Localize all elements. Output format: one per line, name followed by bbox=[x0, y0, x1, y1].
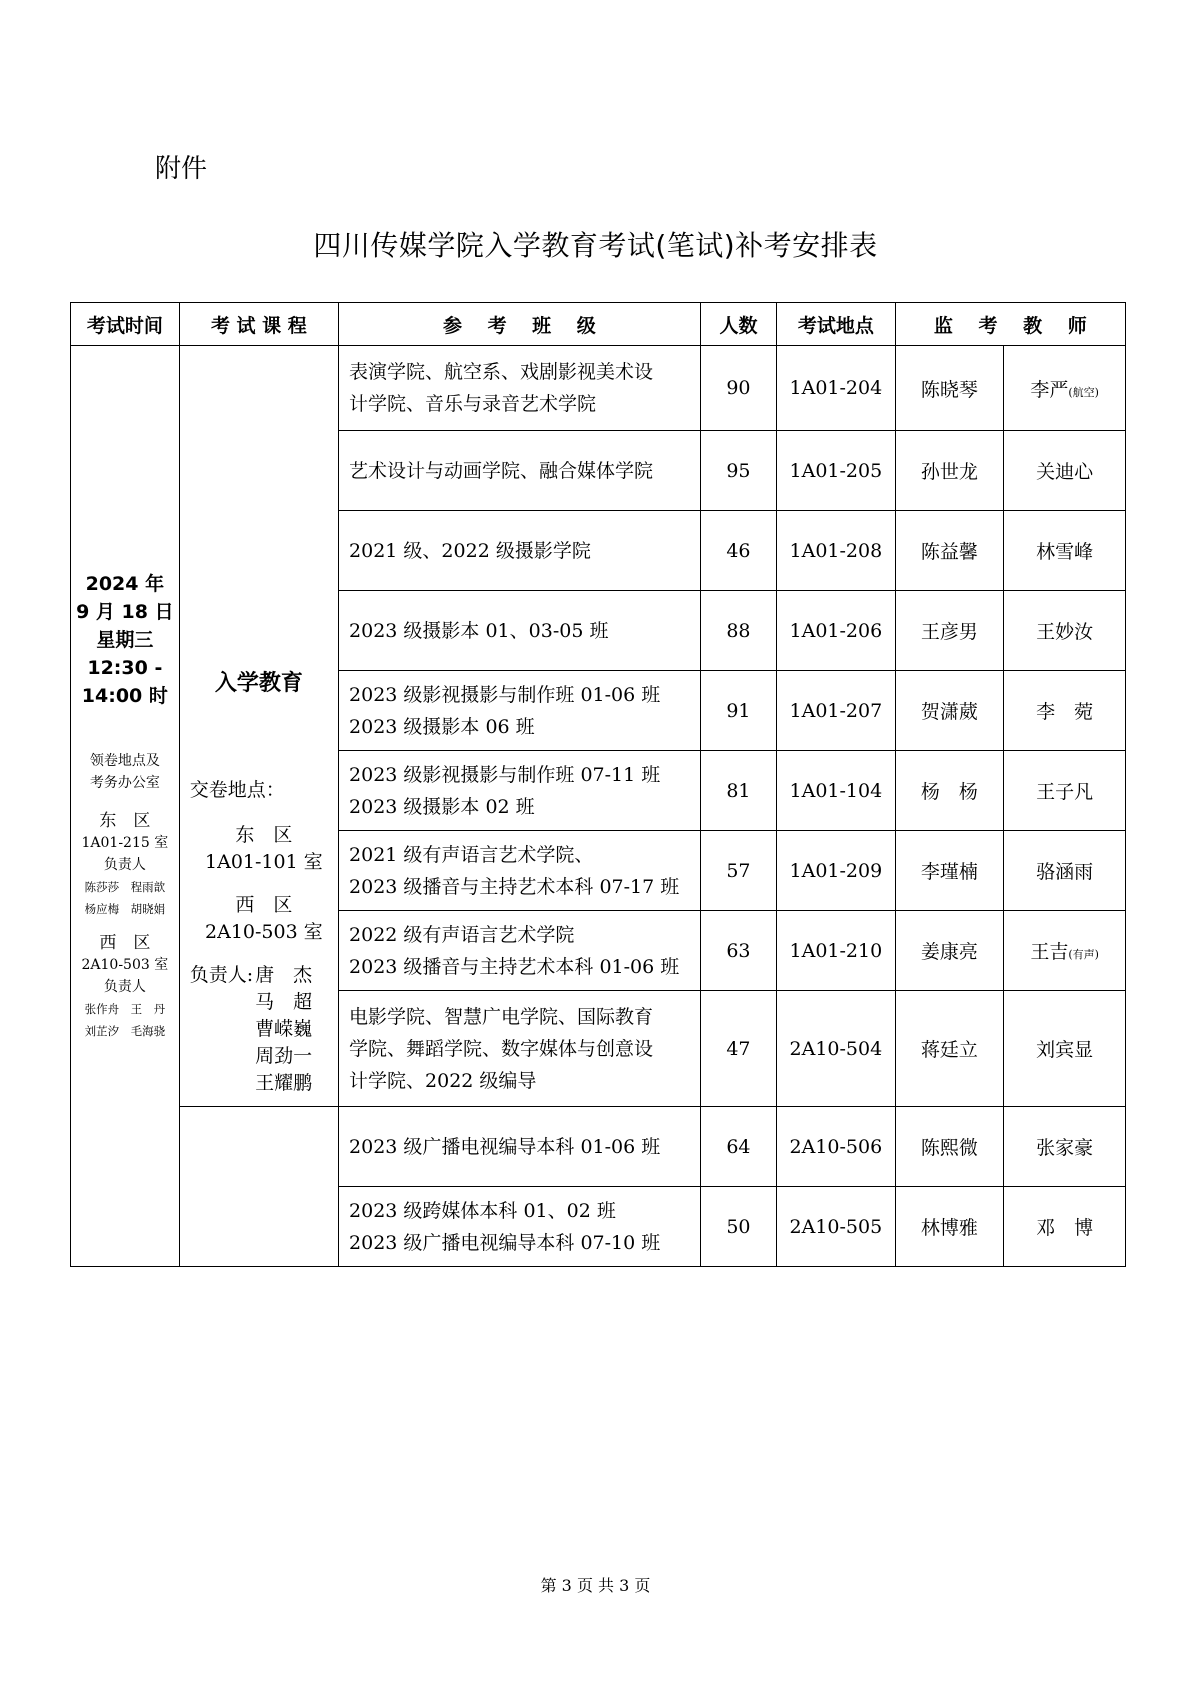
submit-west-room: 2A10-503 室 bbox=[205, 921, 323, 943]
header-proctors: 监 考 教 师 bbox=[895, 303, 1125, 346]
proctor-cell bbox=[1004, 911, 1126, 991]
exam-datetime bbox=[71, 570, 179, 710]
location-cell: 1A01-207 bbox=[777, 671, 895, 751]
class-cell bbox=[339, 991, 701, 1107]
location-cell: 1A01-210 bbox=[777, 911, 895, 991]
class-line: 计学院、音乐与录音艺术学院 bbox=[349, 393, 597, 415]
proctor-cell bbox=[1004, 511, 1126, 591]
exam-end: 14:00 时 bbox=[81, 685, 168, 707]
proctor-cell bbox=[1004, 431, 1126, 511]
submit-info bbox=[180, 777, 338, 1097]
header-time: 考试时间 bbox=[71, 303, 180, 346]
submit-west-label: 西 区 bbox=[235, 894, 293, 916]
proctor-name: 邓 博 bbox=[1036, 1217, 1094, 1239]
proctor-cell bbox=[1004, 991, 1126, 1107]
proctor-cell bbox=[1004, 671, 1126, 751]
class-line: 2022 级有声语言艺术学院 bbox=[349, 923, 575, 946]
location-cell: 1A01-205 bbox=[777, 431, 895, 511]
attachment-label: 附件 bbox=[155, 154, 208, 184]
class-cell bbox=[339, 671, 701, 751]
office-label: 领卷地点及 bbox=[89, 753, 160, 769]
location-cell: 2A10-505 bbox=[777, 1187, 895, 1267]
submit-label: 交卷地点： bbox=[189, 779, 285, 801]
manager-name: 王耀鹏 bbox=[255, 1072, 313, 1094]
submit-east-room: 1A01-101 室 bbox=[205, 851, 323, 873]
count-cell: 64 bbox=[700, 1107, 776, 1187]
count-cell: 95 bbox=[700, 431, 776, 511]
proctor-cell: 孙世龙 bbox=[895, 431, 1004, 511]
class-line: 2023 级摄影本 06 班 bbox=[349, 715, 535, 738]
table-row bbox=[71, 346, 1126, 431]
proctor-cell: 陈熙微 bbox=[895, 1107, 1004, 1187]
page-number: 第 3 页 共 3 页 bbox=[540, 1576, 651, 1595]
class-line: 2023 级播音与主持艺术本科 01-06 班 bbox=[349, 955, 680, 978]
class-cell bbox=[339, 591, 701, 671]
proctor-name: 李严 bbox=[1030, 378, 1069, 401]
class-line: 学院、舞蹈学院、数字媒体与创意设 bbox=[349, 1037, 654, 1060]
header-classes: 参 考 班 级 bbox=[339, 303, 701, 346]
count-cell: 81 bbox=[700, 751, 776, 831]
class-cell bbox=[339, 751, 701, 831]
proctor-cell: 杨 杨 bbox=[895, 751, 1004, 831]
proctor-cell: 贺潇葳 bbox=[895, 671, 1004, 751]
course-cell bbox=[179, 346, 338, 1107]
class-line: 2023 级摄影本 02 班 bbox=[349, 795, 535, 818]
header-location: 考试地点 bbox=[777, 303, 895, 346]
proctor-cell: 王彦男 bbox=[895, 591, 1004, 671]
course-cell-empty bbox=[179, 1107, 338, 1267]
location-cell: 1A01-209 bbox=[777, 831, 895, 911]
class-line: 2023 级广播电视编导本科 01-06 班 bbox=[349, 1135, 661, 1158]
proctor-cell bbox=[1004, 591, 1126, 671]
exam-time-cell bbox=[71, 346, 180, 1267]
class-line: 2023 级广播电视编导本科 07-10 班 bbox=[349, 1231, 661, 1254]
count-cell: 47 bbox=[700, 991, 776, 1107]
submit-east-label: 东 区 bbox=[235, 824, 293, 846]
header-count: 人数 bbox=[700, 303, 776, 346]
east-managers: 陈莎莎 程雨歆 bbox=[84, 880, 166, 894]
class-cell bbox=[339, 431, 701, 511]
proctor-cell bbox=[1004, 831, 1126, 911]
class-cell bbox=[339, 1187, 701, 1267]
header-row bbox=[71, 303, 1126, 346]
class-line: 2023 级影视摄影与制作班 07-11 班 bbox=[349, 763, 661, 786]
proctor-cell: 陈益馨 bbox=[895, 511, 1004, 591]
manager-name: 曹嵘巍 bbox=[255, 1018, 313, 1040]
proctor-cell: 林博雅 bbox=[895, 1187, 1004, 1267]
proctor-name: 张家豪 bbox=[1036, 1137, 1094, 1159]
east-managers: 杨应梅 胡晓娟 bbox=[84, 902, 166, 916]
east-room: 1A01-215 室 bbox=[81, 835, 169, 851]
count-cell: 63 bbox=[700, 911, 776, 991]
proctor-name: 骆涵雨 bbox=[1036, 861, 1094, 883]
proctor-name: 王子凡 bbox=[1036, 781, 1094, 803]
count-cell: 57 bbox=[700, 831, 776, 911]
class-line: 电影学院、智慧广电学院、国际教育 bbox=[349, 1005, 654, 1028]
proctor-name: 王吉 bbox=[1030, 941, 1069, 963]
proctor-cell: 蒋廷立 bbox=[895, 991, 1004, 1107]
location-cell: 1A01-204 bbox=[777, 346, 895, 431]
count-cell: 91 bbox=[700, 671, 776, 751]
class-cell bbox=[339, 1107, 701, 1187]
class-line: 2021 级有声语言艺术学院、 bbox=[349, 843, 594, 866]
count-cell: 90 bbox=[700, 346, 776, 431]
class-line: 2021 级、2022 级摄影学院 bbox=[349, 539, 591, 562]
west-room: 2A10-503 室 bbox=[81, 957, 169, 973]
header-course: 考 试 课 程 bbox=[179, 303, 338, 346]
proctor-cell bbox=[1004, 1187, 1126, 1267]
location-cell: 1A01-104 bbox=[777, 751, 895, 831]
west-manager-label: 负责人 bbox=[103, 979, 146, 995]
proctor-name: 王妙汝 bbox=[1036, 621, 1094, 643]
proctor-note: (有声) bbox=[1068, 948, 1099, 961]
location-cell: 2A10-506 bbox=[777, 1107, 895, 1187]
class-line: 2023 级影视摄影与制作班 01-06 班 bbox=[349, 683, 661, 706]
count-cell: 88 bbox=[700, 591, 776, 671]
class-cell bbox=[339, 511, 701, 591]
manager-name: 唐 杰 bbox=[255, 964, 313, 986]
course-name: 入学教育 bbox=[214, 671, 303, 696]
proctor-cell: 姜康亮 bbox=[895, 911, 1004, 991]
east-label: 东 区 bbox=[99, 811, 151, 831]
exam-year: 2024 年 bbox=[85, 573, 165, 595]
class-line: 艺术设计与动画学院、融合媒体学院 bbox=[349, 459, 654, 482]
class-line: 2023 级跨媒体本科 01、02 班 bbox=[349, 1199, 616, 1222]
proctor-name: 刘宾显 bbox=[1036, 1039, 1094, 1061]
submit-managers bbox=[253, 962, 312, 1097]
class-line: 2023 级摄影本 01、03-05 班 bbox=[349, 619, 609, 642]
page-title: 四川传媒学院入学教育考试(笔试)补考安排表 bbox=[313, 229, 878, 262]
office-info bbox=[71, 750, 179, 1042]
exam-date: 9 月 18 日 bbox=[76, 601, 174, 623]
count-cell: 50 bbox=[700, 1187, 776, 1267]
submit-manager-label: 负责人: bbox=[189, 964, 254, 986]
proctor-cell bbox=[1004, 346, 1126, 431]
location-cell: 1A01-208 bbox=[777, 511, 895, 591]
class-cell bbox=[339, 346, 701, 431]
west-managers: 张作舟 王 丹 bbox=[84, 1002, 166, 1016]
exam-start: 12:30 - bbox=[87, 657, 163, 679]
class-line: 计学院、2022 级编导 bbox=[349, 1069, 537, 1092]
exam-schedule-table bbox=[70, 302, 1126, 1267]
proctor-cell bbox=[1004, 1107, 1126, 1187]
manager-name: 周劲一 bbox=[255, 1045, 313, 1067]
proctor-name: 李 菀 bbox=[1036, 701, 1094, 723]
proctor-cell: 陈晓琴 bbox=[895, 346, 1004, 431]
proctor-note: (航空) bbox=[1068, 385, 1099, 399]
west-managers: 刘芷汐 毛海骁 bbox=[84, 1024, 166, 1038]
class-cell bbox=[339, 831, 701, 911]
class-line: 表演学院、航空系、戏剧影视美术设 bbox=[349, 361, 654, 383]
exam-weekday: 星期三 bbox=[96, 629, 154, 651]
proctor-cell bbox=[1004, 751, 1126, 831]
location-cell: 1A01-206 bbox=[777, 591, 895, 671]
office-label: 考务办公室 bbox=[89, 775, 160, 791]
proctor-name: 林雪峰 bbox=[1036, 541, 1094, 563]
count-cell: 46 bbox=[700, 511, 776, 591]
class-line: 2023 级播音与主持艺术本科 07-17 班 bbox=[349, 875, 680, 898]
class-cell bbox=[339, 911, 701, 991]
east-manager-label: 负责人 bbox=[103, 857, 146, 873]
table-row bbox=[71, 1107, 1126, 1187]
proctor-cell: 李瑾楠 bbox=[895, 831, 1004, 911]
west-label: 西 区 bbox=[99, 933, 151, 953]
proctor-name: 关迪心 bbox=[1036, 461, 1094, 483]
manager-name: 马 超 bbox=[255, 991, 313, 1013]
location-cell: 2A10-504 bbox=[777, 991, 895, 1107]
